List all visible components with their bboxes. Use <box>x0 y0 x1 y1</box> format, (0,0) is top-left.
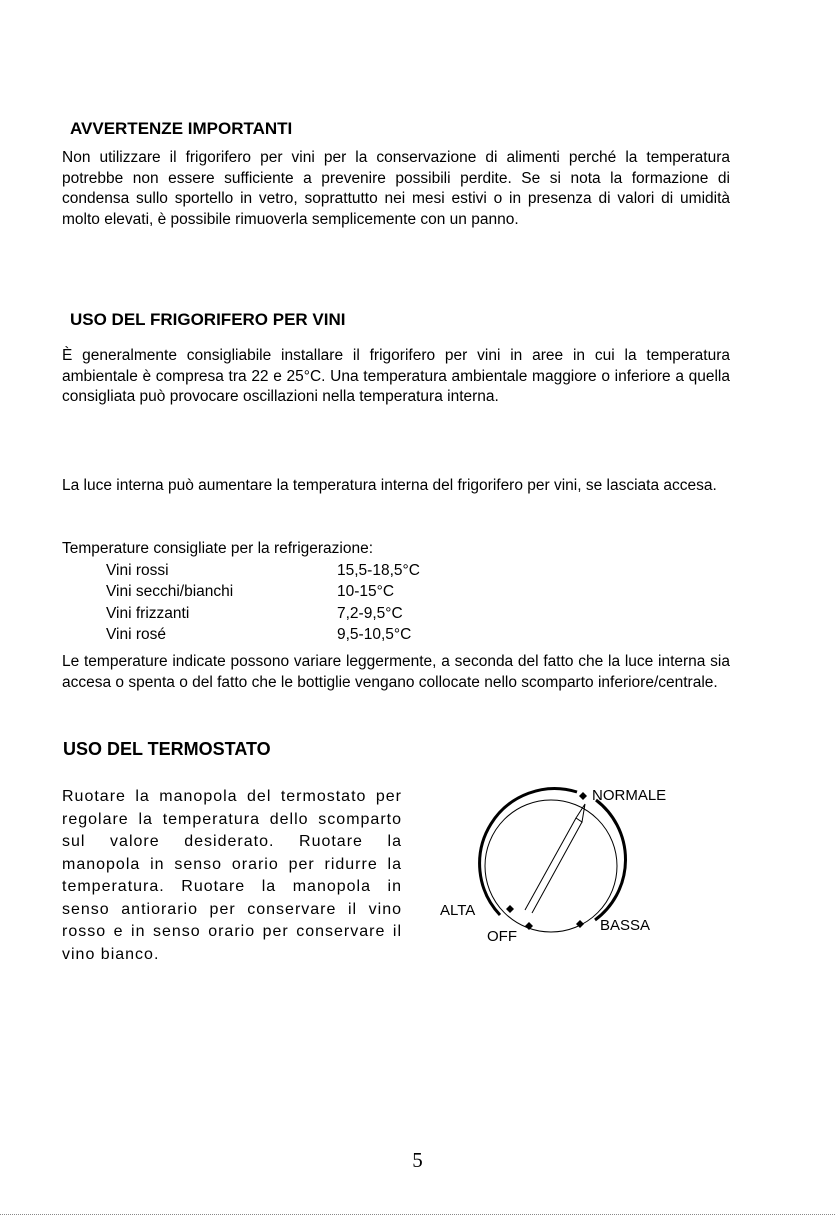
heading-termostato: USO DEL TERMOSTATO <box>63 739 271 759</box>
wine-temperature: 10-15°C <box>337 583 395 600</box>
uso-paragraph-1: È generalmente consigliabile installare il frigorifero per vini in aree in cui la temperatura ambientale è compresa tra 22 e 25°C. Una temperatura ambientale maggiore o inferiore a quella consigliata può provocare oscillazioni nella temperatura interna. <box>62 347 730 405</box>
wine-temperature: 9,5-10,5°C <box>337 626 412 643</box>
label-off: OFF <box>487 928 517 945</box>
uso-paragraph-2: La luce interna può aumentare la temperatura interna del frigorifero per vini, se lasciata accesa. <box>62 477 717 494</box>
wine-type: Vini rossi <box>106 561 169 579</box>
temperature-list <box>62 538 420 646</box>
knob-pointer-icon <box>525 804 585 913</box>
temperature-row <box>62 560 420 582</box>
avvertenze-paragraph: Non utilizzare il frigorifero per vini per la conservazione di alimenti perché la temperatura potrebbe non essere sufficiente a prevenire possibili perdite. Se si nota la formazione di condensa sullo sportello in vetro, soprattutto nei mesi estivi o in presenza di valori di umidità molto elevati, è possibile rimuoverla semplicemente con un panno. <box>62 149 730 228</box>
wine-type: Vini rosé <box>106 626 167 643</box>
label-normale: NORMALE <box>592 787 667 804</box>
temperature-row <box>62 581 420 603</box>
dial-outer-arc-right-icon <box>595 800 626 920</box>
marker-alta-icon <box>506 905 514 913</box>
wine-type: Vini secchi/bianchi <box>106 583 234 600</box>
termostato-paragraph: Ruotare la manopola del termostato per regolare la temperatura dello scomparto sul valore desiderato. Ruotare la manopola in senso orario per ridurre la temperatura. Ruotare la manopola in senso antiorario per conservare il vino rosso e in senso orario per conservare il vino bianco. <box>62 788 402 963</box>
marker-normale-icon <box>579 792 587 800</box>
label-alta: ALTA <box>440 902 476 919</box>
page-number: 5 <box>412 1148 423 1172</box>
uso-paragraph-3: Le temperature indicate possono variare leggermente, a seconda del fatto che la luce interna sia accesa o spenta o del fatto che le bottiglie vengano collocate nello scomparto inferiore/centrale. <box>62 653 730 691</box>
heading-uso-frigorifero: USO DEL FRIGORIFERO PER VINI <box>70 310 346 329</box>
dial-outer-arc-icon <box>480 789 577 915</box>
heading-avvertenze: AVVERTENZE IMPORTANTI <box>70 119 293 138</box>
label-bassa: BASSA <box>600 917 651 934</box>
knob-circle-icon <box>485 800 617 932</box>
temperature-row <box>62 624 420 646</box>
temperature-row <box>62 603 420 625</box>
wine-temperature: 15,5-18,5°C <box>337 561 420 579</box>
wine-type: Vini frizzanti <box>106 604 190 622</box>
wine-temperature: 7,2-9,5°C <box>337 604 403 622</box>
temperature-list-heading: Temperature consigliate per la refrigerazione: <box>62 540 374 557</box>
thermostat-dial-diagram <box>430 770 710 960</box>
